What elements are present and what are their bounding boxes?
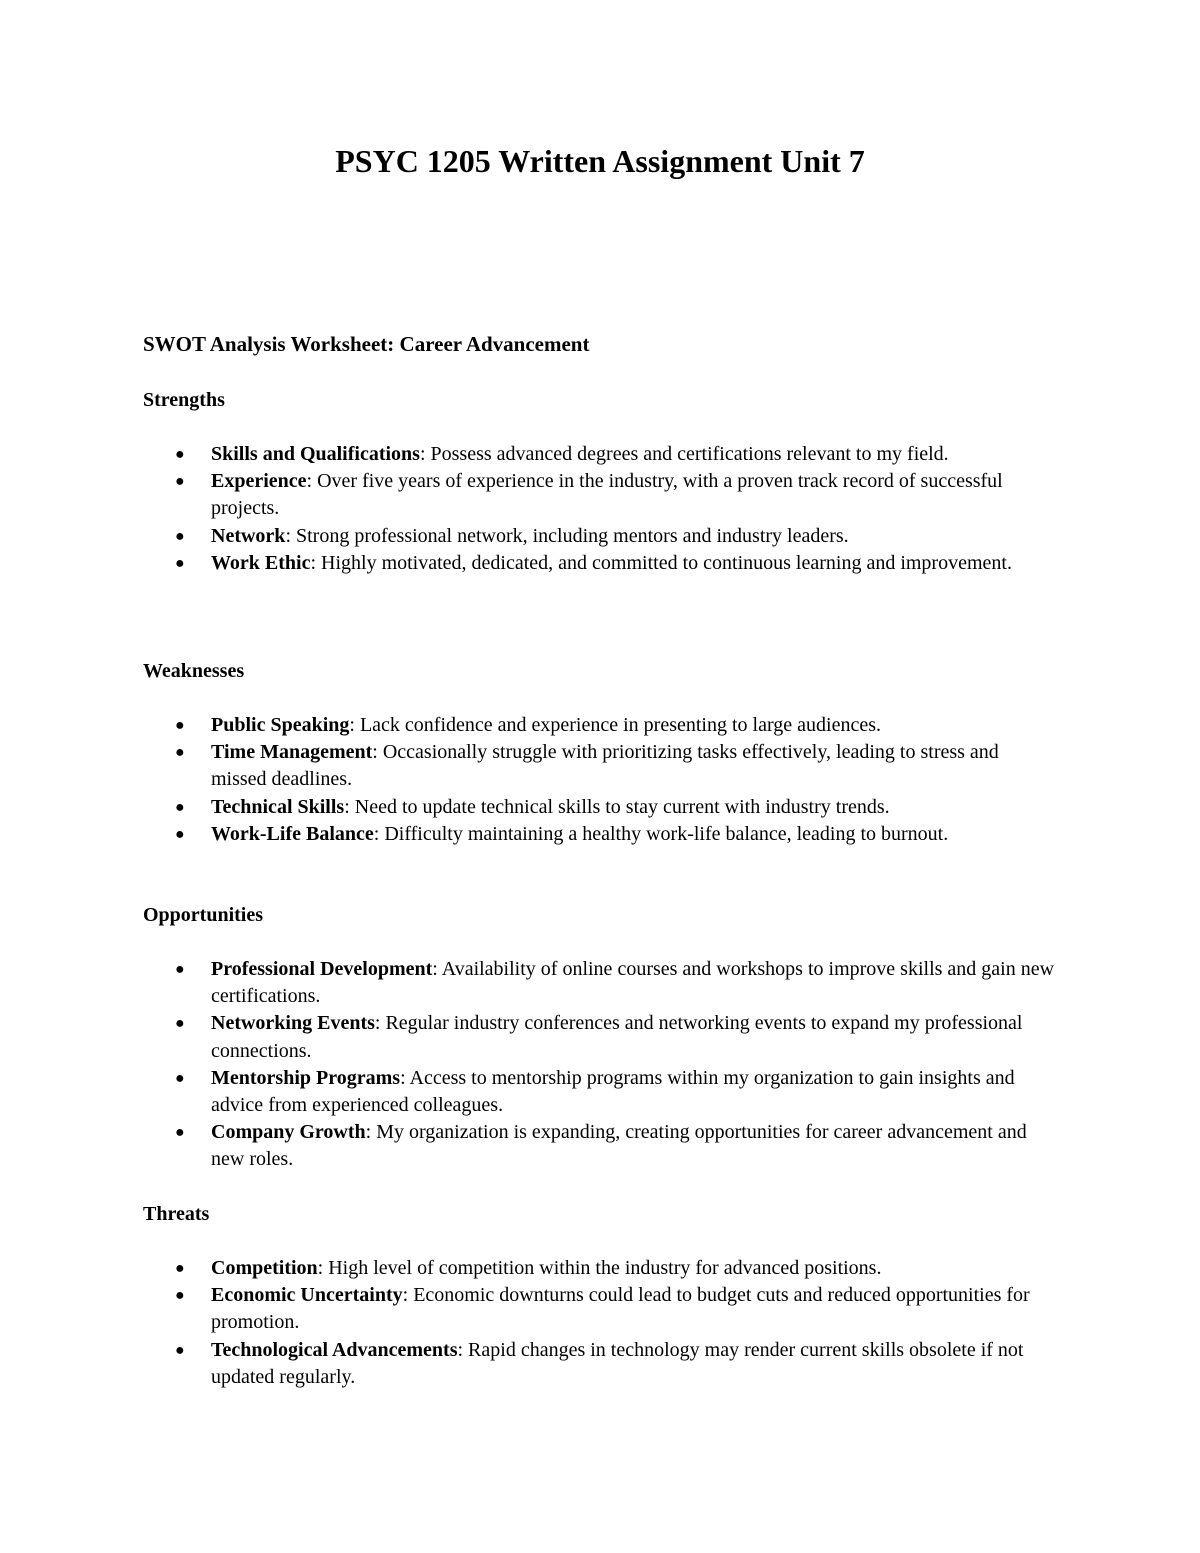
item-term: Networking Events xyxy=(211,1012,375,1035)
item-description: : My organization is expanding, creating opportunities for career advancement and new roles. xyxy=(211,1121,1027,1171)
item-description: : Lack confidence and experience in presenting to large audiences. xyxy=(349,714,882,736)
bullet-dot-icon: ● xyxy=(175,1287,185,1305)
item-description: : Possess advanced degrees and certifications relevant to my field. xyxy=(419,443,949,465)
page-title: PSYC 1205 Written Assignment Unit 7 xyxy=(335,143,865,179)
item-term: Competition xyxy=(211,1257,318,1279)
item-term: Mentorship Programs xyxy=(211,1066,401,1089)
list-item xyxy=(143,441,1058,468)
item-term: Work-Life Balance xyxy=(211,822,374,845)
item-term: Public Speaking xyxy=(211,714,350,736)
worksheet-subtitle: SWOT Analysis Worksheet: Career Advancement xyxy=(143,332,590,356)
item-description: : Need to update technical skills to stay current with industry trends. xyxy=(344,795,890,818)
list-item xyxy=(143,1337,1058,1391)
list-item xyxy=(143,956,1058,1010)
bullet-dot-icon: ● xyxy=(175,961,185,978)
item-term: Professional Development xyxy=(211,958,433,980)
list-item xyxy=(143,1065,1058,1119)
list-item xyxy=(143,1282,1058,1336)
section-weaknesses xyxy=(143,658,1058,848)
section-heading: Threats xyxy=(143,1203,210,1225)
item-description: : Availability of online courses and workshops to improve skills and gain new certifications. xyxy=(211,958,1055,1008)
item-description: : Strong professional network, including mentors and industry leaders. xyxy=(285,524,849,547)
item-term: Skills and Qualifications xyxy=(211,443,420,465)
item-term: Economic Uncertainty xyxy=(211,1284,403,1307)
bullet-dot-icon: ● xyxy=(175,1260,185,1277)
list-item xyxy=(143,550,1058,577)
item-description: : Economic downturns could lead to budget cuts and reduced opportunities for promotion. xyxy=(211,1284,1030,1334)
bullet-list xyxy=(143,1255,1058,1391)
section-heading: Opportunities xyxy=(143,904,264,926)
list-item xyxy=(143,523,1058,550)
item-term: Technological Advancements xyxy=(211,1338,458,1361)
item-description: : Difficulty maintaining a healthy work-life balance, leading to burnout. xyxy=(373,822,949,845)
list-item xyxy=(143,1119,1058,1173)
section-opportunities xyxy=(143,902,1058,1174)
section-heading: Weaknesses xyxy=(143,660,245,682)
list-item xyxy=(143,739,1058,793)
list-item xyxy=(143,794,1058,821)
bullet-dot-icon: ● xyxy=(175,1124,185,1142)
bullet-dot-icon: ● xyxy=(175,744,185,762)
item-description: : Rapid changes in technology may render current skills obsolete if not updated regularly. xyxy=(211,1338,1024,1388)
item-term: Network xyxy=(211,524,286,547)
bullet-dot-icon: ● xyxy=(175,1015,185,1033)
bullet-list xyxy=(143,712,1058,848)
item-description: : Access to mentorship programs within my organization to gain insights and advice from experienced colleagues. xyxy=(211,1066,1015,1117)
item-description: : Over five years of experience in the industry, with a proven track record of successful projects. xyxy=(211,470,1003,520)
item-term: Technical Skills xyxy=(211,795,345,818)
bullet-dot-icon: ● xyxy=(175,473,185,491)
item-description: : Occasionally struggle with prioritizing tasks effectively, leading to stress and missed deadlines. xyxy=(211,741,999,791)
bullet-list xyxy=(143,956,1058,1174)
list-item xyxy=(143,821,1058,848)
bullet-dot-icon: ● xyxy=(175,717,185,734)
item-term: Time Management xyxy=(211,741,373,764)
bullet-dot-icon: ● xyxy=(175,798,185,816)
section-threats xyxy=(143,1201,1058,1391)
section-strengths xyxy=(143,387,1058,577)
item-term: Company Growth xyxy=(211,1121,366,1144)
list-item xyxy=(143,712,1058,739)
item-description: : Highly motivated, dedicated, and committed to continuous learning and improvement. xyxy=(310,551,1012,574)
bullet-dot-icon: ● xyxy=(175,554,185,572)
item-description: : High level of competition within the industry for advanced positions. xyxy=(317,1257,882,1279)
bullet-dot-icon: ● xyxy=(175,1341,185,1359)
item-description: : Regular industry conferences and networking events to expand my professional connections. xyxy=(211,1012,1023,1062)
bullet-list xyxy=(143,441,1058,577)
list-item xyxy=(143,1010,1058,1064)
item-term: Work Ethic xyxy=(211,551,311,574)
bullet-dot-icon: ● xyxy=(175,446,185,463)
bullet-dot-icon: ● xyxy=(175,1069,185,1087)
section-heading: Strengths xyxy=(143,389,225,411)
list-item xyxy=(143,1255,1058,1282)
list-item xyxy=(143,468,1058,522)
bullet-dot-icon: ● xyxy=(175,825,185,843)
bullet-dot-icon: ● xyxy=(175,527,185,545)
item-term: Experience xyxy=(211,470,307,493)
